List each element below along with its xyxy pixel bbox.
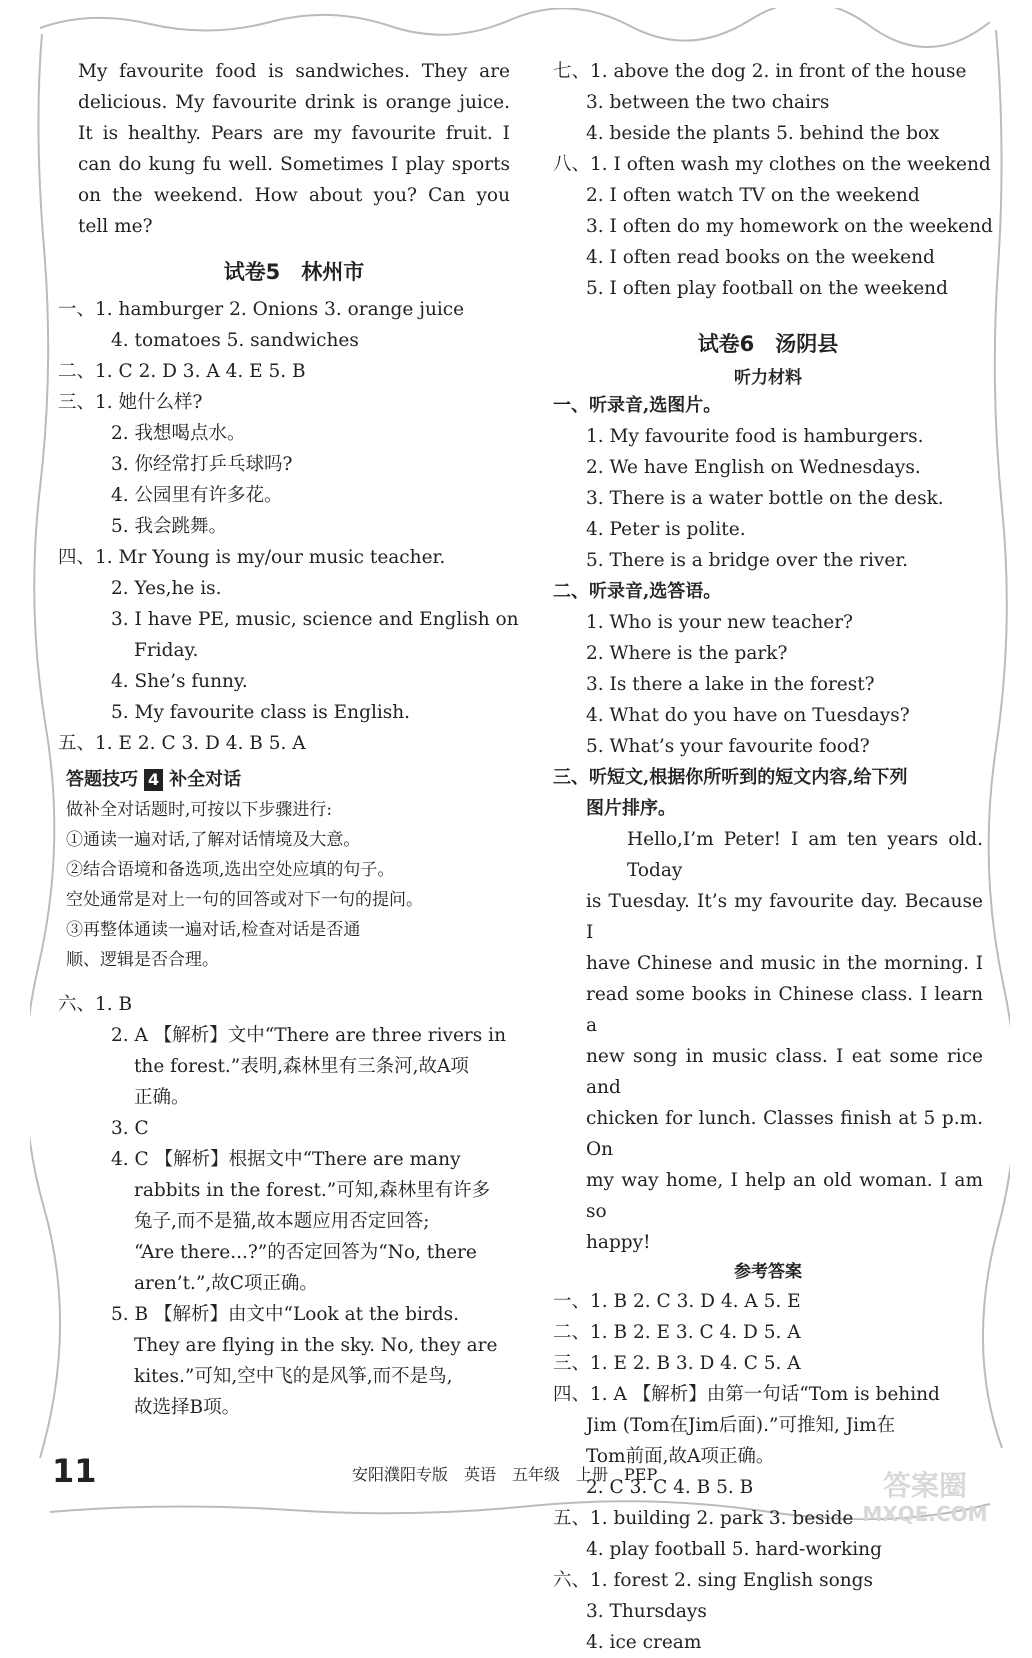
answer-line: 故选择B项。 [134,1397,241,1418]
answer-line: 八、1. I often wash my clothes on the weekend [553,154,991,175]
answer-line: 2. C 3. C 4. B 5. B [586,1477,754,1498]
script-line: 4. Peter is polite. [586,519,746,540]
answer-line: 3. I have PE, music, science and English on [111,609,519,630]
answer-line: 三、1. 她什么样? [58,392,203,413]
section-heading: 一、听录音,选图片。 [553,395,722,416]
answer-line: 三、1. E 2. B 3. D 4. C 5. A [553,1353,801,1374]
script-line: 5. What’s your favourite food? [586,736,870,757]
answer-line: Friday. [134,640,199,661]
passage-line: happy! [586,1232,651,1253]
watermark-logo [845,1465,1005,1527]
passage-line: is Tuesday. It’s my favourite day. Because I [586,891,983,943]
answer-line: 5. 我会跳舞。 [111,516,228,537]
answer-line: 六、1. B [58,994,133,1015]
tip-label: 答题技巧 [66,769,138,790]
answer-line: 3. Thursdays [586,1601,707,1622]
answer-line: 正确。 [134,1087,190,1108]
passage-line: chicken for lunch. Classes finish at 5 p.m. On [586,1108,983,1160]
answer-line: 二、1. C 2. D 3. A 4. E 5. B [58,361,306,382]
text-line: on the weekend. How about you? Can you [78,185,510,206]
page-number: 11 [52,1452,97,1490]
tip-line: ①通读一遍对话,了解对话情境及大意。 [66,830,361,850]
tip-heading [58,765,510,795]
script-line: 3. There is a water bottle on the desk. [586,488,944,509]
answer-line: 2. 我想喝点水。 [111,423,246,444]
answer-line: 五、1. E 2. C 3. D 4. B 5. A [58,733,306,754]
tip-box [58,765,510,975]
script-line: 3. Is there a lake in the forest? [586,674,875,695]
text-line: My favourite food is sandwiches. They are [78,61,510,82]
answer-line: 3. I often do my homework on the weekend [586,216,993,237]
answer-line: 3. 你经常打乒乓球吗? [111,454,293,475]
answer-line: the forest.”表明,森林里有三条河,故A项 [134,1056,469,1077]
answer-line: 四、1. A 【解析】由第一句话“Tom is behind [553,1384,940,1405]
tip-number-badge: 4 [144,769,163,791]
section-heading: 图片排序。 [586,798,676,819]
answer-line: 5. My favourite class is English. [111,702,411,723]
answer-line: “Are there...?”的否定回答为“No, there [134,1242,477,1263]
tip-line: ③再整体通读一遍对话,检查对话是否通 [66,920,361,940]
answer-line: 2. A 【解析】文中“There are three rivers in [111,1025,506,1046]
answer-line: They are flying in the sky. No, they are [134,1335,498,1356]
script-line: 1. Who is your new teacher? [586,612,853,633]
text-line: tell me? [78,216,153,237]
answer-line: 3. between the two chairs [586,92,830,113]
answer-line: 4. ice cream [586,1632,702,1653]
footer-text: 安阳濮阳专版 英语 五年级 上册 PEP [352,1465,658,1484]
tip-title: 补全对话 [169,769,242,790]
answer-line: 一、1. hamburger 2. Onions 3. orange juice [58,299,465,320]
text-line: It is healthy. Pears are my favourite fruit. I [78,123,510,144]
script-line: 4. What do you have on Tuesdays? [586,705,910,726]
answer-line: rabbits in the forest.”可知,森林里有许多 [134,1180,491,1201]
answer-line: 4. beside the plants 5. behind the box [586,123,940,144]
passage-line: my way home, I help an old woman. I am so [586,1170,983,1222]
passage-line: Hello,I’m Peter! I am ten years old. Today [627,829,983,881]
right-column [553,56,993,1658]
exam5-title: 试卷5 林州市 [223,260,365,284]
passage-line: new song in music class. I eat some rice and [586,1046,983,1098]
section-heading: 二、听录音,选答语。 [553,581,722,602]
text-line: delicious. My favourite drink is orange juice. [78,92,510,113]
script-line: 5. There is a bridge over the river. [586,550,909,571]
tip-line: 做补全对话题时,可按以下步骤进行: [66,800,333,820]
answer-line: kites.”可知,空中飞的是风筝,而不是鸟, [134,1366,453,1387]
answer-line: 二、1. B 2. E 3. C 4. D 5. A [553,1322,801,1343]
answer-line: 4. She’s funny. [111,671,248,692]
answer-line: 3. C [111,1118,149,1139]
answer-line: aren’t.”,故C项正确。 [134,1273,318,1294]
answer-line: 4. C 【解析】根据文中“There are many [111,1149,461,1170]
svg-text:MXQE.COM: MXQE.COM [862,1502,988,1526]
answer-line: 四、1. Mr Young is my/our music teacher. [58,547,446,568]
answer-line: 兔子,而不是猫,故本题应用否定回答; [134,1211,430,1232]
passage-line: have Chinese and music in the morning. I [586,953,983,974]
answer-line: Jim (Tom在Jim后面).”可推知, Jim在 [586,1415,896,1436]
answer-line: 4. I often read books on the weekend [586,247,935,268]
answer-line: Tom前面,故A项正确。 [586,1446,775,1467]
svg-text:答案圈: 答案圈 [882,1469,968,1502]
exam6-title: 试卷6 汤阴县 [697,332,839,356]
left-column [58,56,519,1423]
answer-line: 4. play football 5. hard-working [586,1539,882,1560]
section-heading: 三、听短文,根据你所听到的短文内容,给下列 [553,767,908,788]
answers-title: 参考答案 [734,1262,802,1282]
answer-line: 2. I often watch TV on the weekend [586,185,920,206]
answer-line: 5. I often play football on the weekend [586,278,948,299]
passage-line: read some books in Chinese class. I learn a [586,984,983,1036]
answer-line: 4. 公园里有许多花。 [111,485,283,506]
answer-line: 4. tomatoes 5. sandwiches [111,330,359,351]
script-line: 1. My favourite food is hamburgers. [586,426,924,447]
tip-line: 空处通常是对上一句的回答或对下一句的提问。 [66,890,423,910]
tip-line: ②结合语境和备选项,选出空处应填的句子。 [66,860,395,880]
script-line: 2. We have English on Wednesdays. [586,457,921,478]
answer-line: 六、1. forest 2. sing English songs [553,1570,873,1591]
answer-line: 2. Yes,he is. [111,578,222,599]
answer-line: 五、1. building 2. park 3. beside [553,1508,854,1529]
answer-line: 七、1. above the dog 2. in front of the house [553,61,967,82]
script-line: 2. Where is the park? [586,643,788,664]
answer-line: 一、1. B 2. C 3. D 4. A 5. E [553,1291,801,1312]
listening-title: 听力材料 [734,368,802,388]
text-line: can do kung fu well. Sometimes I play sports [78,154,510,175]
tip-line: 顺、逻辑是否合理。 [66,950,219,970]
answer-line: 5. B 【解析】由文中“Look at the birds. [111,1304,459,1325]
